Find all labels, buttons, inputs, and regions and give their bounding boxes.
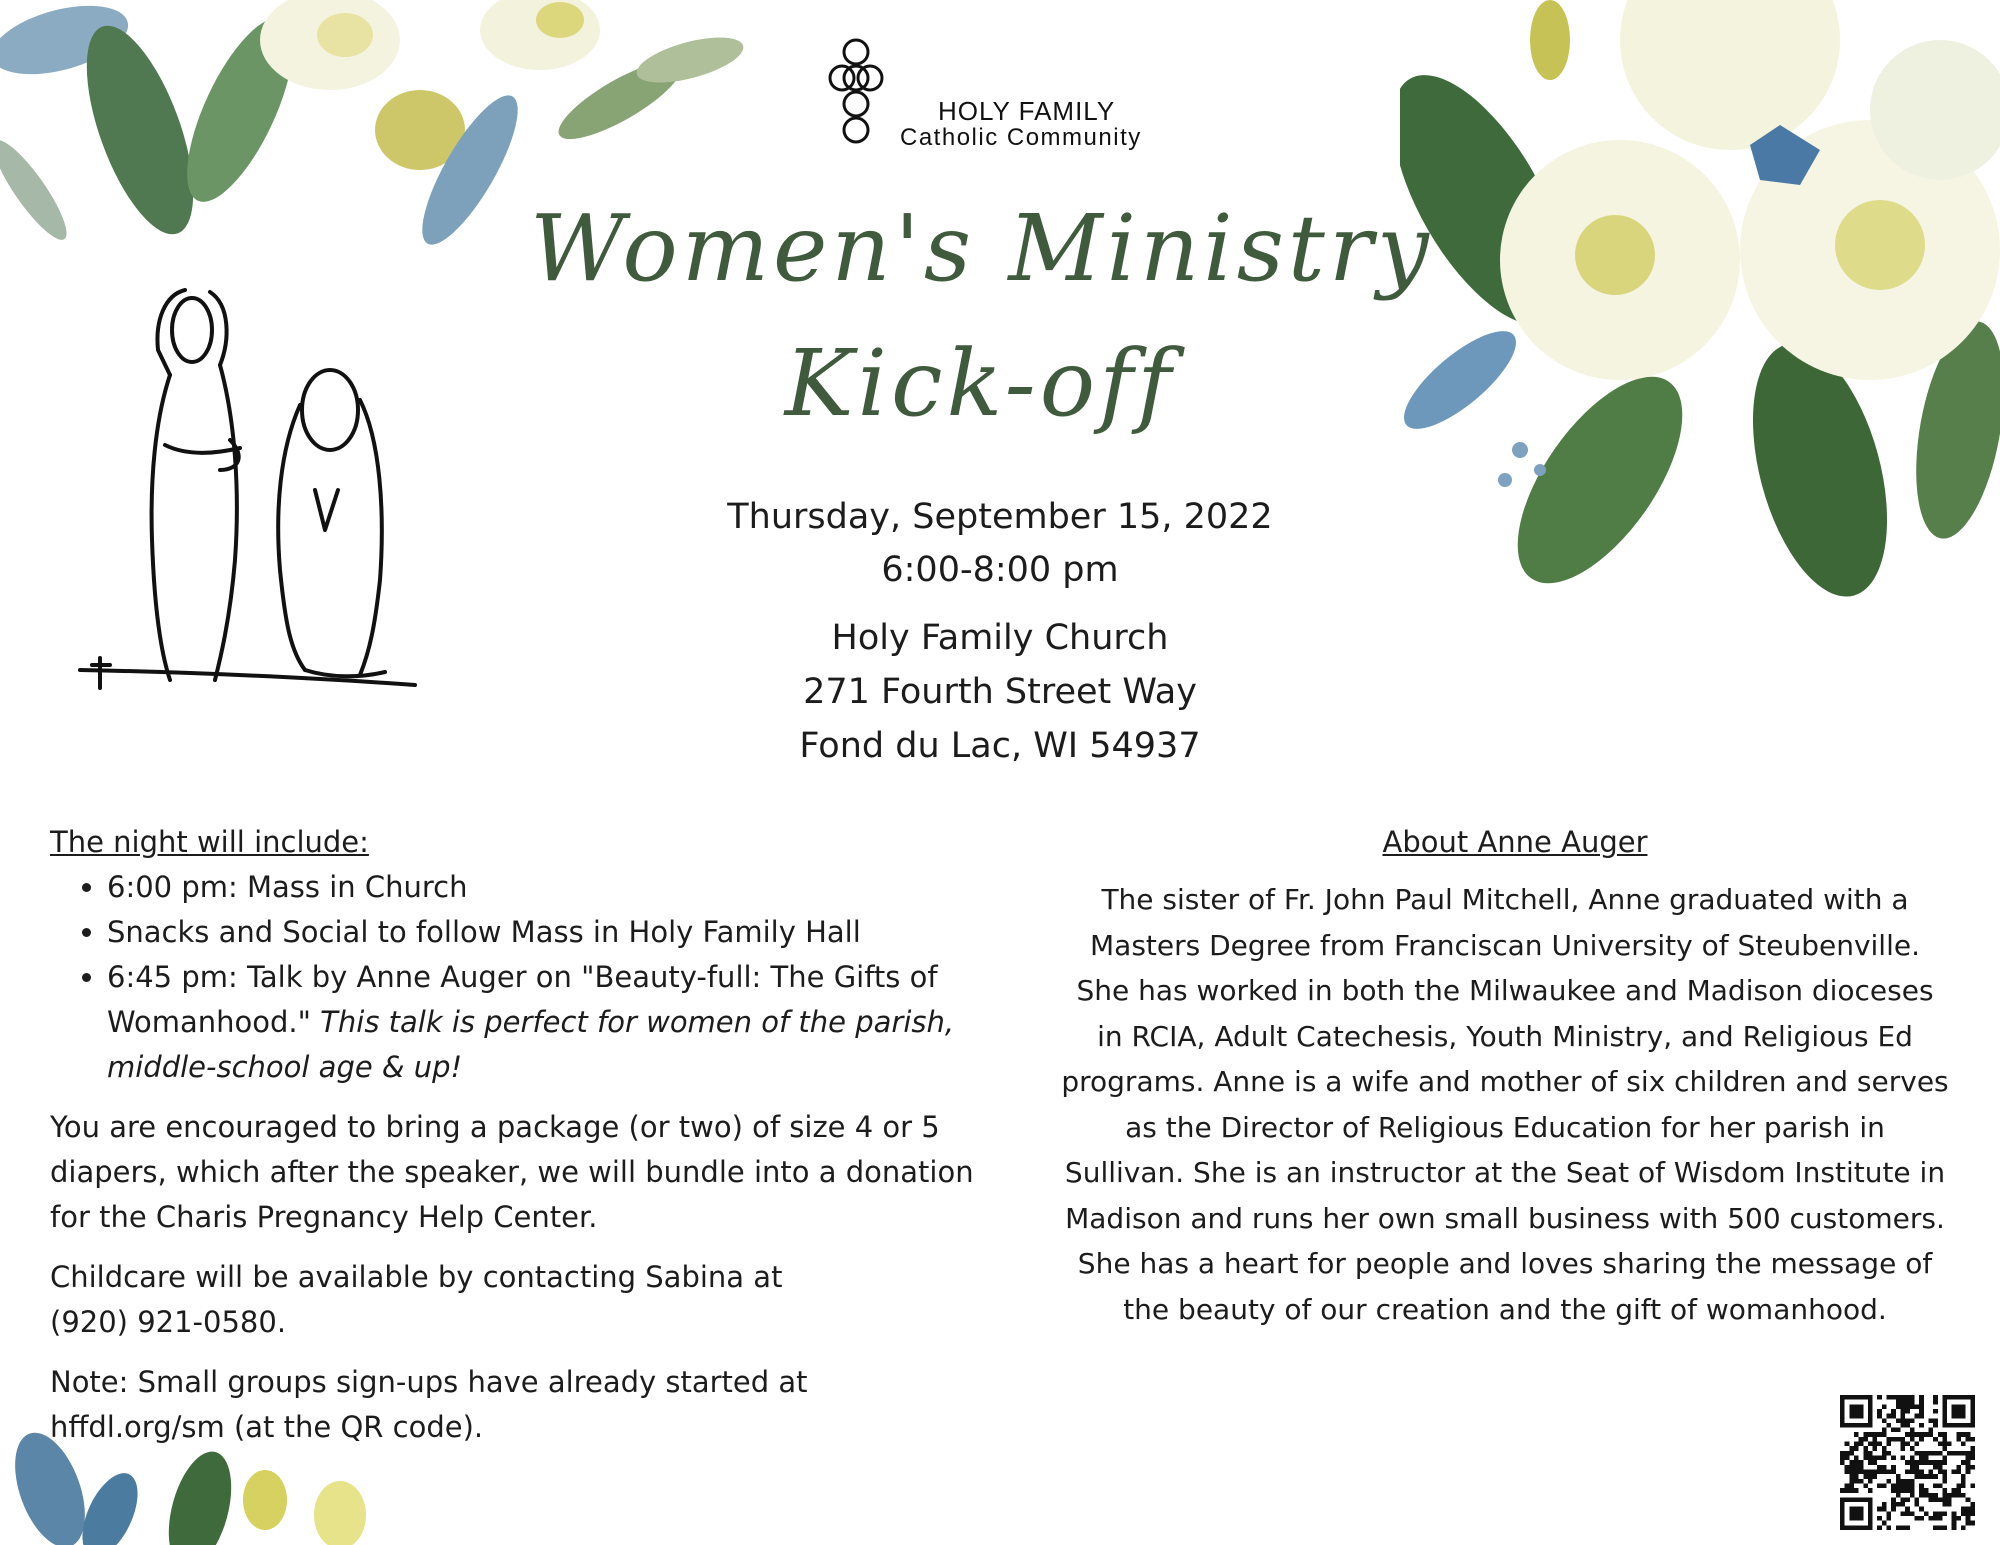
floral-decoration-top-right-icon bbox=[1400, 0, 2000, 610]
childcare-phone: (920) 921-0580. bbox=[50, 1305, 287, 1339]
event-time: 6:00-8:00 pm bbox=[881, 550, 1119, 590]
about-body: The sister of Fr. John Paul Mitchell, Anne graduated with a Masters Degree from Franciscan University of Steubenville. She has worked in both the Milwaukee and Madison dioceses in RCIA, Adult Catechesis, Youth Ministry, and Religious Ed programs. Anne is a wife and mother of six children and serves as the Director of Religious Education for her parish in Sullivan. She is an instructor at the Seat of Wisdom Institute in Madison and runs her own small business with 500 customers. She has a heart for people and loves sharing the message of the beauty of our creation and the gift of womanhood. bbox=[1061, 883, 1949, 1326]
childcare-text: Childcare will be available by contacting Sabina at bbox=[50, 1260, 783, 1294]
holy-family-logo-icon bbox=[828, 38, 884, 154]
event-location-name: Holy Family Church bbox=[831, 618, 1169, 658]
note-link-text: hffdl.org/sm (at the QR code). bbox=[50, 1410, 484, 1444]
childcare-paragraph bbox=[50, 1255, 980, 1345]
includes-list bbox=[50, 865, 980, 1090]
holy-family-logo bbox=[828, 38, 1188, 158]
talk-description: 6:45 pm: Talk by Anne Auger on "Beauty-full: The Gifts of Womanhood." bbox=[107, 960, 938, 1039]
event-details-column bbox=[50, 820, 980, 1450]
mary-elizabeth-drawing-icon bbox=[70, 280, 430, 700]
page-title-line2: Kick-off bbox=[784, 330, 1176, 437]
event-date: Thursday, September 15, 2022 bbox=[727, 497, 1273, 537]
talk-note: This talk is perfect for women of the parish, middle-school age & up! bbox=[107, 1005, 955, 1084]
qr-code-icon bbox=[1840, 1395, 1975, 1530]
logo-title: HOLY FAMILY bbox=[938, 96, 1116, 126]
note-text: Note: Small groups sign-ups have already started at bbox=[50, 1365, 808, 1399]
includes-heading: The night will include: bbox=[50, 825, 369, 859]
note-paragraph bbox=[50, 1360, 980, 1450]
list-item bbox=[107, 955, 980, 1090]
event-city: Fond du Lac, WI 54937 bbox=[799, 726, 1201, 766]
about-heading: About Anne Auger bbox=[1382, 825, 1648, 859]
list-item: • Snacks and Social to follow Mass in Holy Family Hall bbox=[107, 910, 980, 955]
diapers-paragraph: You are encouraged to bring a package (or two) of size 4 or 5 diapers, which after the speaker, we will bundle into a donation for the Charis Pregnancy Help Center. bbox=[50, 1110, 974, 1234]
event-street-address: 271 Fourth Street Way bbox=[803, 672, 1197, 712]
list-item: • 6:00 pm: Mass in Church bbox=[107, 865, 980, 910]
logo-subtitle: Catholic Community bbox=[900, 124, 1142, 151]
page-title-line1: Women's Ministry bbox=[530, 195, 1433, 302]
